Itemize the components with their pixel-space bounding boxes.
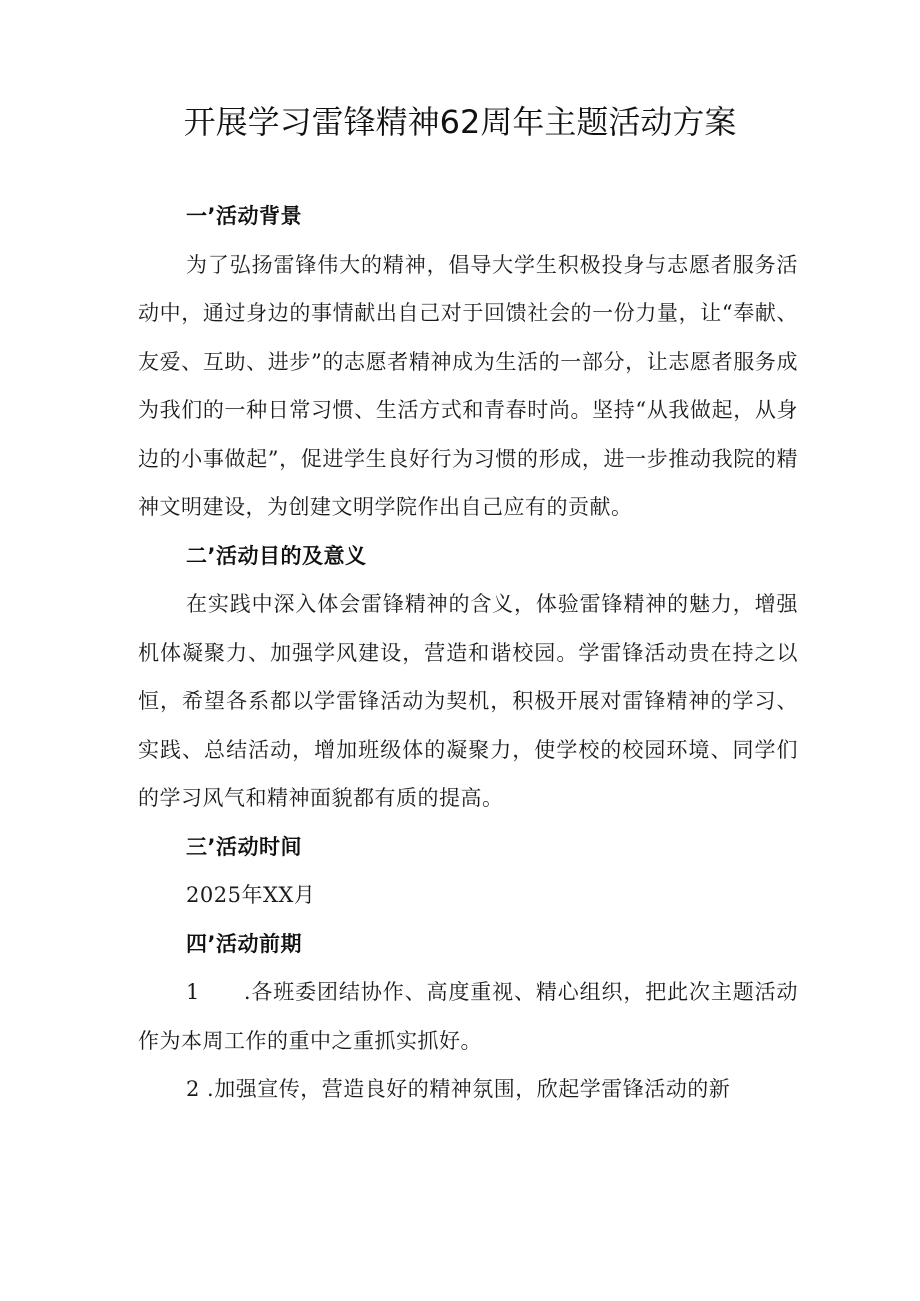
list-item-text: .各班委团结协作、高度重视、精心组织，把此次主题活动作为本周工作的重中之重抓实抓好。	[138, 980, 798, 1053]
document-title: 开展学习雷锋精神62周年主题活动方案	[183, 103, 737, 141]
section-heading-preparation: 四’活动前期	[186, 931, 302, 956]
activity-time: 2025年XX月	[186, 883, 316, 907]
section-heading-background: 一’活动背景	[186, 204, 302, 228]
background-paragraph: 为了弘扬雷锋伟大的精神，倡导大学生积极投身与志愿者服务活动中，通过身边的事情献出自己对于回馈社会的一份力量，让“奉献、友爱、互助、进步”的志愿者精神成为生活的一部分，让志愿者服务成为我们的一种日常习惯、生活方式和青春时尚。坚持“从我做起，从身边的小事做起”，促进学生良好行为习惯的形成，进一步推动我院的精神文明建设，为创建文明学院作出自己应有的贡献。	[138, 252, 798, 519]
list-item-number: 1	[186, 980, 200, 1004]
purpose-paragraph: 在实践中深入体会雷锋精神的含义，体验雷锋精神的魅力，增强机体凝聚力、加强学风建设，营造和谐校园。学雷锋活动贵在持之以恒，希望各系都以学雷锋活动为契机，积极开展对雷锋精神的学习、实践、总结活动，增加班级体的凝聚力，使学校的校园环境、同学们的学习风气和精神面貌都有质的提高。	[138, 592, 798, 810]
document-body	[138, 192, 798, 1114]
section-heading-purpose: 二’活动目的及意义	[186, 543, 367, 568]
list-item	[138, 1065, 798, 1114]
section-heading-time: 三’活动时间	[186, 834, 302, 859]
list-item-number: 2	[186, 1077, 200, 1101]
list-item-text: .加强宣传，营造良好的精神氛围，欣起学雷锋活动的新	[199, 1077, 731, 1101]
list-item	[138, 968, 798, 1065]
